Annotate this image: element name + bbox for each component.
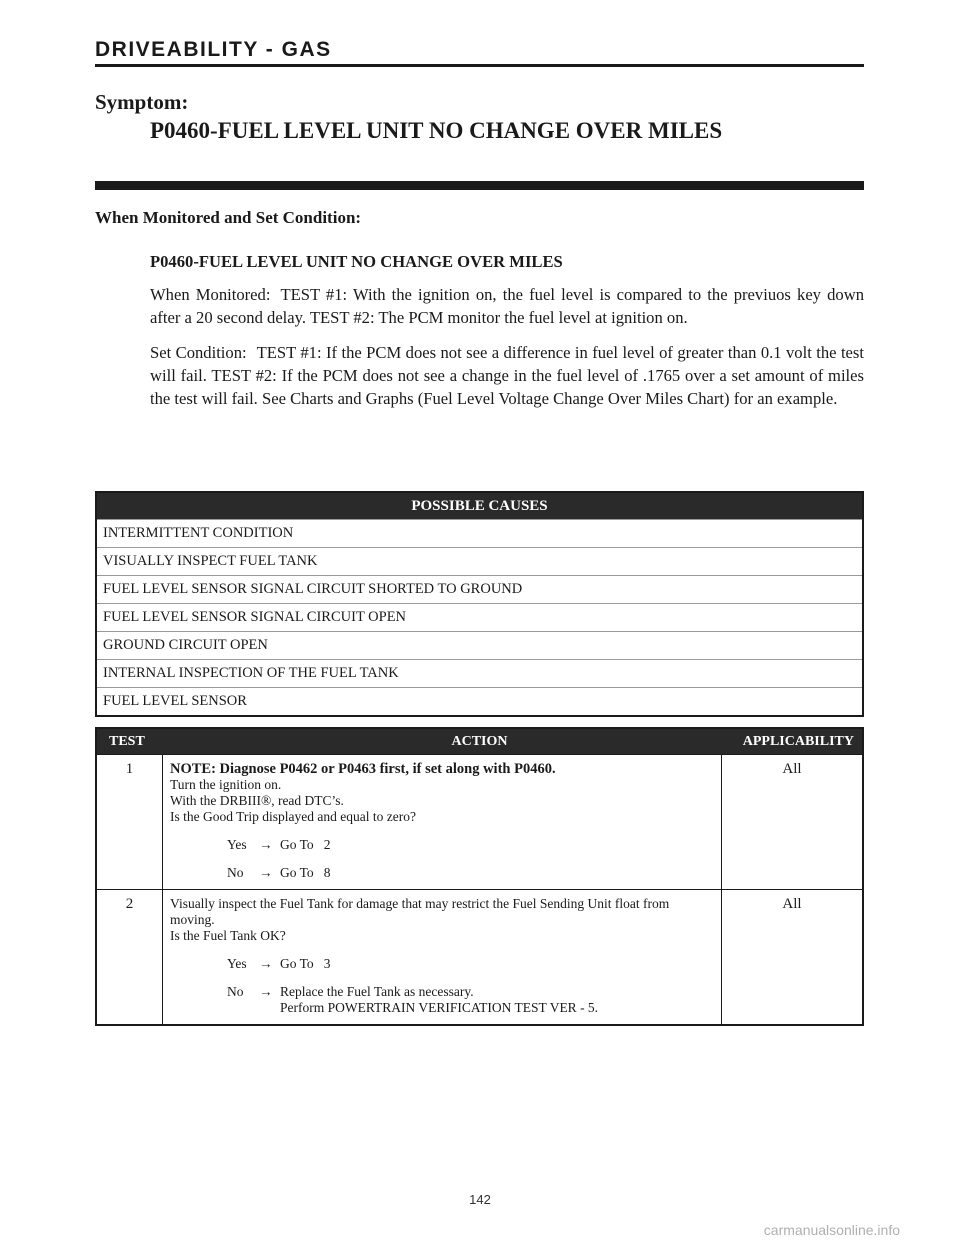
- cause-item: FUEL LEVEL SENSOR SIGNAL CIRCUIT OPEN: [97, 603, 862, 631]
- yes-response: [170, 956, 714, 972]
- arrow-right-icon: →: [259, 837, 273, 852]
- symptom-title: P0460-FUEL LEVEL UNIT NO CHANGE OVER MILES: [150, 118, 723, 143]
- test-applicability: All: [721, 755, 862, 889]
- condition-code: P0460-FUEL LEVEL UNIT NO CHANGE OVER MILES: [150, 252, 563, 271]
- test-row-2: [97, 889, 862, 1024]
- cause-item: VISUALLY INSPECT FUEL TANK: [97, 547, 862, 575]
- section-divider: [95, 181, 864, 190]
- test-action: [164, 890, 720, 1024]
- section-header: DRIVEABILITY - GAS: [95, 38, 332, 61]
- when-monitored-text: TEST #1: With the ignition on, the fuel level is compared to the previuos key down after a 20 second delay. TEST #2: The PCM monitor the fuel level at ignition on.: [150, 285, 864, 327]
- header-rule: [95, 64, 864, 67]
- action-line: Is the Fuel Tank OK?: [170, 928, 286, 943]
- cause-item: INTERMITTENT CONDITION: [97, 519, 862, 547]
- test-action: [164, 755, 720, 889]
- no-response: [170, 984, 714, 1016]
- test-number: 1: [97, 755, 163, 889]
- header-applicability: APPLICABILITY: [742, 734, 854, 749]
- conditions-block: [150, 250, 864, 422]
- set-condition-paragraph: [150, 341, 864, 410]
- yes-label: Yes: [227, 837, 247, 852]
- no-response: [170, 865, 714, 881]
- test-table-header: [97, 729, 862, 754]
- test-row-1: [97, 754, 862, 889]
- cause-item: FUEL LEVEL SENSOR SIGNAL CIRCUIT SHORTED TO GROUND: [97, 575, 862, 603]
- no-label: No: [227, 984, 244, 999]
- cause-item: GROUND CIRCUIT OPEN: [97, 631, 862, 659]
- action-line: Turn the ignition on.: [170, 777, 282, 792]
- set-condition-text: TEST #1: If the PCM does not see a difference in fuel level of greater than 0.1 volt the test will fail. TEST #2: If the PCM does not see a change in the fuel level of .1765 over a set amount of miles the test will fail. See Charts and Graphs (Fuel Level Voltage Change Over Miles Chart) for an example.: [150, 343, 864, 408]
- possible-causes-header: POSSIBLE CAUSES: [97, 493, 862, 519]
- set-condition-label: Set Condition:: [150, 343, 247, 362]
- arrow-right-icon: →: [259, 984, 273, 999]
- action-line: Visually inspect the Fuel Tank for damage that may restrict the Fuel Sending Unit float from moving.: [170, 896, 670, 927]
- arrow-right-icon: →: [259, 865, 273, 880]
- header-test: TEST: [109, 734, 145, 749]
- no-text: Go To 8: [280, 865, 331, 880]
- cause-item: INTERNAL INSPECTION OF THE FUEL TANK: [97, 659, 862, 687]
- possible-causes-table: [95, 491, 864, 717]
- no-label: No: [227, 865, 244, 880]
- no-text: [280, 984, 714, 1016]
- no-text-line: Perform POWERTRAIN VERIFICATION TEST VER - 5.: [280, 1000, 599, 1015]
- yes-label: Yes: [227, 956, 247, 971]
- when-monitored-label: When Monitored:: [150, 285, 271, 304]
- symptom-label: Symptom:: [95, 90, 189, 114]
- test-note: NOTE: Diagnose P0462 or P0463 first, if set along with P0460.: [170, 761, 556, 777]
- yes-text: Go To 2: [280, 837, 331, 852]
- cause-item: FUEL LEVEL SENSOR: [97, 687, 862, 715]
- no-text-line: Replace the Fuel Tank as necessary.: [280, 984, 474, 999]
- yes-response: [170, 837, 714, 853]
- site-watermark: carmanualsonline.info: [763, 1222, 900, 1238]
- action-line: With the DRBIII®, read DTC’s.: [170, 793, 344, 808]
- yes-text: Go To 3: [280, 956, 331, 971]
- test-number: 2: [97, 890, 163, 1024]
- arrow-right-icon: →: [259, 956, 273, 971]
- test-action-table: [95, 727, 864, 1026]
- action-line: Is the Good Trip displayed and equal to zero?: [170, 809, 416, 824]
- test-applicability: All: [721, 890, 862, 1024]
- conditions-heading: When Monitored and Set Condition:: [95, 208, 362, 227]
- when-monitored-paragraph: [150, 283, 864, 329]
- page-number: 142: [469, 1192, 491, 1207]
- header-action: ACTION: [451, 734, 508, 749]
